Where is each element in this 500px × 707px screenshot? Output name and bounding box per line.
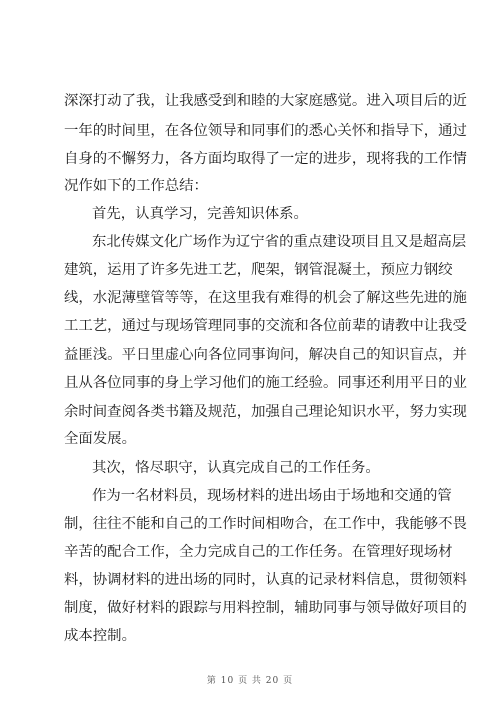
text-line: 辛苦的配合工作，全力完成自己的工作任务。在管理好现场材 xyxy=(64,544,453,560)
text-line: 深深打动了我，让我感受到和睦的大家庭感觉。进入项目后的近 xyxy=(64,93,467,109)
section-heading: 其次，恪尽职守，认真完成自己的工作任务。 xyxy=(92,460,380,476)
text-line: 建筑，运用了许多先进工艺，爬架，钢管混凝土，预应力钢绞 xyxy=(64,262,453,278)
text-line: 一年的时间里，在各位领导和同事们的悉心关怀和指导下，通过 xyxy=(64,123,467,139)
text-line: 全面发展。 xyxy=(64,431,136,447)
text-line: 况作如下的工作总结： xyxy=(64,178,208,194)
text-line: 余时间查阅各类书籍及规范，加强自己理论知识水平，努力实现 xyxy=(64,404,467,420)
text-line: 料，协调材料的进出场的同时，认真的记录材料信息，贯彻领料 xyxy=(64,572,467,588)
text-line: 且从各位同事的身上学习他们的施工经验。同事还利用平日的业 xyxy=(64,375,467,391)
text-line: 线，水泥薄壁管等等，在这里我有难得的机会了解这些先进的施 xyxy=(64,290,467,306)
text-line: 自身的不懈努力，各方面均取得了一定的进步，现将我的工作情 xyxy=(64,151,467,167)
text-line: 作为一名材料员，现场材料的进出场由于场地和交通的管 xyxy=(92,488,452,504)
text-line: 工工艺，通过与现场管理同事的交流和各位前辈的请教中让我受 xyxy=(64,318,467,334)
text-line: 制，往往不能和自己的工作时间相吻合，在工作中，我能够不畏 xyxy=(64,516,467,532)
page-number-footer: 第 10 页 共 20 页 xyxy=(206,676,294,686)
text-line: 益匪浅。平日里虚心向各位同事询问，解决自己的知识盲点，并 xyxy=(64,347,467,363)
text-line: 成本控制。 xyxy=(64,628,136,644)
text-line: 制度，做好材料的跟踪与用料控制，辅助同事与领导做好项目的 xyxy=(64,600,467,616)
section-heading: 首先，认真学习，完善知识体系。 xyxy=(92,206,308,222)
text-line: 东北传媒文化广场作为辽宁省的重点建设项目且又是超高层 xyxy=(92,234,467,250)
